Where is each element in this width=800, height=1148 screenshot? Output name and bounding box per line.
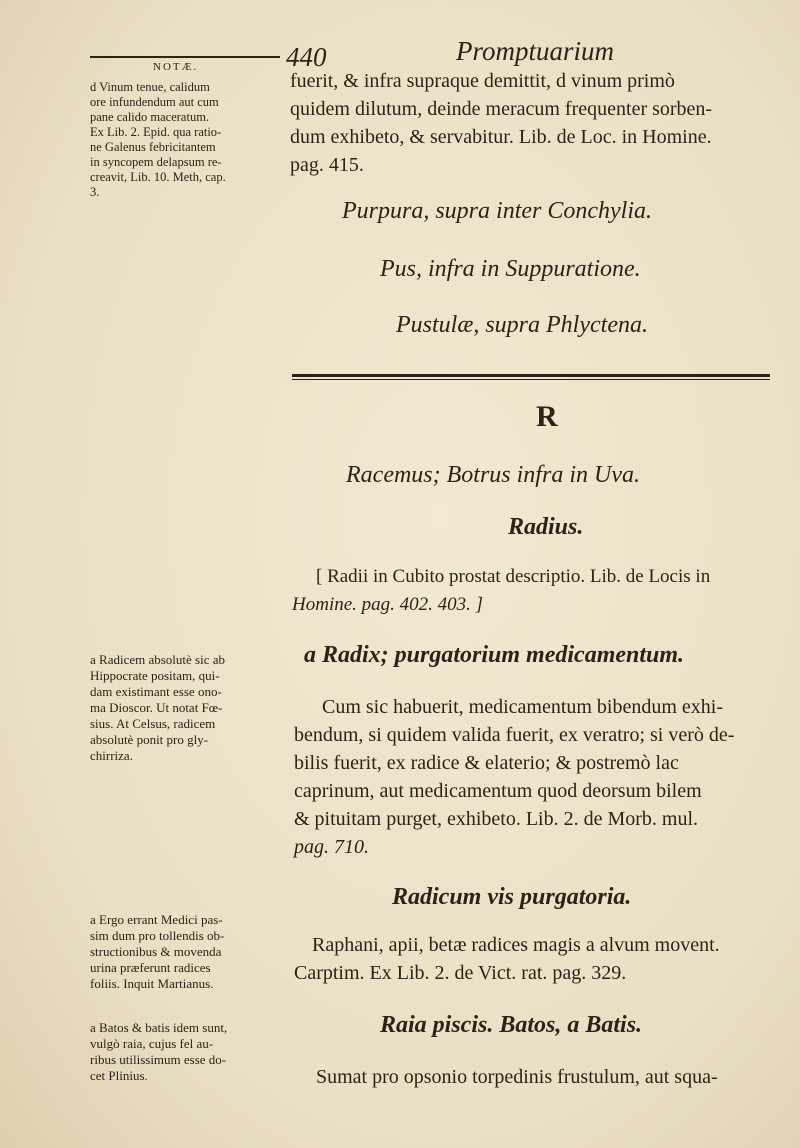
note-line: ma Dioscor. Ut notat Fœ-	[90, 700, 223, 715]
section-letter: R	[536, 400, 558, 433]
text-line: bilis fuerit, ex radice & elaterio; & postremò lac	[294, 752, 679, 774]
note-line: 3.	[90, 185, 100, 199]
text-line: caprinum, aut medicamentum quod deorsum bilem	[294, 780, 702, 802]
note-line: vulgò raia, cujus fel au-	[90, 1036, 214, 1051]
text-line: Carptim. Ex Lib. 2. de Vict. rat. pag. 329.	[294, 962, 627, 984]
text-line: quidem dilutum, deinde meracum frequenter sorben-	[290, 98, 713, 120]
note-line: ne Galenus febricitantem	[90, 140, 216, 154]
side-note-a-radicem	[90, 652, 225, 764]
note-line: ribus utilissimum esse do-	[90, 1052, 227, 1067]
note-line: creavit, Lib. 10. Meth, cap.	[90, 170, 226, 184]
note-line: ore infundendum aut cum	[90, 95, 219, 109]
text-line: bendum, si quidem valida fuerit, ex veratro; si verò de-	[294, 724, 735, 746]
note-line: a Radicem absolutè sic ab	[90, 652, 226, 667]
text-line: Homine. pag. 402. 403. ]	[292, 594, 484, 615]
text-line: dum exhibeto, & servabitur. Lib. de Loc. in Homine.	[290, 126, 712, 148]
note-line: absolutè ponit pro gly-	[90, 732, 209, 747]
note-line: in syncopem delapsum re-	[90, 155, 222, 169]
note-line: cet Plinius.	[90, 1068, 148, 1083]
section-divider	[292, 374, 770, 377]
text-line: Sumat pro opsonio torpedinis frustulum, aut squa-	[316, 1066, 718, 1088]
text-line: fuerit, & infra supraque demittit, d vinum primò	[290, 70, 675, 92]
note-line: sius. At Celsus, radicem	[90, 716, 216, 731]
note-line: foliis. Inquit Martianus.	[90, 976, 214, 991]
heading-radius: Radius.	[508, 514, 584, 540]
text-line: Raphani, apii, betæ radices magis a alvum movent.	[312, 934, 720, 956]
note-line: Ex Lib. 2. Epid. qua ratio-	[90, 125, 222, 139]
note-line: a Batos & batis idem sunt,	[90, 1020, 228, 1035]
text-line: [ Radii in Cubito prostat descriptio. Lib. de Locis in	[316, 566, 711, 587]
text-line: & pituitam purget, exhibeto. Lib. 2. de Morb. mul.	[294, 808, 699, 830]
side-note-a-batos	[90, 1020, 227, 1084]
side-note-d	[90, 80, 226, 200]
text-line: Cum sic habuerit, medicamentum bibendum exhi-	[322, 696, 724, 718]
heading-radicum: Radicum vis purgatoria.	[392, 884, 632, 910]
heading-raia: Raia piscis. Batos, a Batis.	[380, 1012, 643, 1038]
entry-pus: Pus, infra in Suppuratione.	[380, 256, 641, 282]
note-line: a Ergo errant Medici pas-	[90, 912, 223, 927]
note-line: structionibus & movenda	[90, 944, 222, 959]
notes-column-label: NOTÆ.	[153, 61, 199, 73]
running-title: Promptuarium	[456, 36, 615, 66]
note-line: Hippocrate positam, qui-	[90, 668, 220, 683]
note-line: pane calido maceratum.	[90, 110, 210, 124]
text-line: pag. 415.	[290, 154, 364, 176]
entry-purpura: Purpura, supra inter Conchylia.	[342, 198, 652, 224]
note-line: dam existimant esse ono-	[90, 684, 222, 699]
note-line: chirriza.	[90, 748, 133, 763]
header-rule	[90, 56, 280, 58]
entry-pustula: Pustulæ, supra Phlyctena.	[396, 312, 648, 338]
note-line: d Vinum tenue, calidum	[90, 80, 210, 94]
heading-radix: a Radix; purgatorium medicamentum.	[304, 642, 685, 668]
section-divider-thin	[292, 379, 770, 380]
text-line: pag. 710.	[294, 836, 369, 858]
note-line: urina præferunt radices	[90, 960, 211, 975]
entry-racemus: Racemus; Botrus infra in Uva.	[346, 462, 640, 488]
page-number: 440	[286, 42, 327, 72]
side-note-a-ergo	[90, 912, 224, 992]
note-line: sim dum pro tollendis ob-	[90, 928, 225, 943]
